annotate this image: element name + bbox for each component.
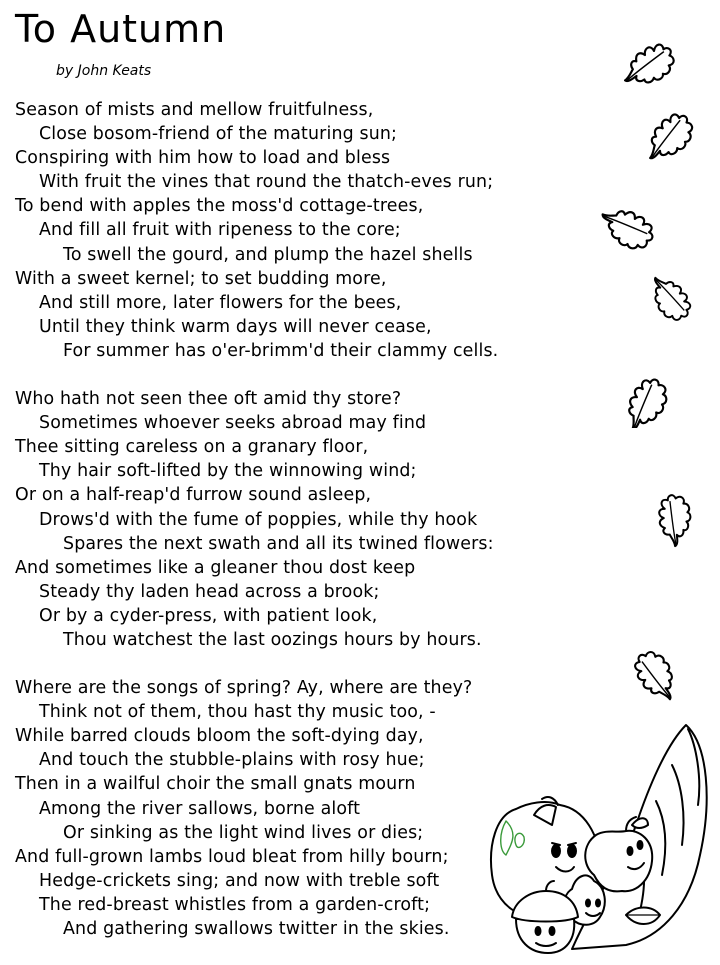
oak-leaf-icon [646,488,700,550]
poem-line: Then in a wailful choir the small gnats mourn [15,774,416,795]
poem-line: Think not of them, thou hast thy music too, - [39,702,436,723]
poem-line: The red-breast whistles from a garden-croft; [39,894,431,915]
poem-line: And touch the stubble-plains with rosy hue; [39,750,425,771]
poem-line: And fill all fruit with ripeness to the core; [39,220,401,241]
poem-line: To swell the gourd, and plump the hazel shells [63,244,473,265]
poem-line: And full-grown lambs loud bleat from hilly bourn; [15,846,449,867]
poem-line: And gathering swallows twitter in the skies. [63,919,450,939]
poem-line: Or by a cyder-press, with patient look, [39,605,378,626]
oak-leaf-icon [640,112,698,160]
poem-line: Until they think warm days will never cease, [39,316,432,337]
poem-author: by John Keats [56,63,152,79]
poem-line: Close bosom-friend of the maturing sun; [39,124,398,145]
poem-line: And sometimes like a gleaner thou dost keep [15,557,416,578]
poem-line: Where are the songs of spring? Ay, where are they? [15,678,473,699]
oak-leaf-icon [620,40,678,88]
poem-title: To Autumn [15,7,227,51]
poem-line: And still more, later flowers for the bees, [39,292,402,313]
poem-body [15,98,555,965]
poem-line: Who hath not seen thee oft amid thy store? [15,389,402,410]
cornucopia-illustration [476,705,712,955]
poem-line: Spares the next swath and all its twined flowers: [63,533,494,554]
poem-line: Or on a half-reap'd furrow sound asleep, [15,485,372,506]
poem-line: Thee sitting careless on a granary floor, [15,437,369,458]
stanza-1 [15,98,555,363]
poem-line: Thy hair soft-lifted by the winnowing wind; [39,461,417,482]
poem-line: Season of mists and mellow fruitfulness, [15,100,374,120]
poem-line: Drows'd with the fume of poppies, while thy hook [39,509,478,530]
poem-line: Among the river sallows, borne aloft [39,798,361,819]
poem-line: Steady thy laden head across a brook; [39,581,380,602]
poem-line: Hedge-crickets sing; and now with treble soft [39,870,440,891]
stanza-3 [15,676,555,941]
oak-leaf-icon [646,268,698,328]
poem-line: While barred clouds bloom the soft-dying day, [15,726,424,747]
oak-leaf-icon [626,648,682,704]
poem-line: Sometimes whoever seeks abroad may find [39,413,427,434]
stanza-2 [15,387,555,652]
oak-leaf-icon [600,198,658,256]
oak-leaf-icon [616,378,674,428]
poem-line: Thou watchest the last oozings hours by hours. [63,629,482,650]
poem-line: With fruit the vines that round the thatch-eves run; [39,172,494,193]
poem-line: Or sinking as the light wind lives or dies; [63,822,424,843]
poem-line: To bend with apples the moss'd cottage-trees, [15,196,424,217]
poem-line: For summer has o'er-brimm'd their clammy cells. [63,340,499,361]
poem-line: With a sweet kernel; to set budding more, [15,268,387,289]
poem-line: Conspiring with him how to load and bless [15,148,391,169]
